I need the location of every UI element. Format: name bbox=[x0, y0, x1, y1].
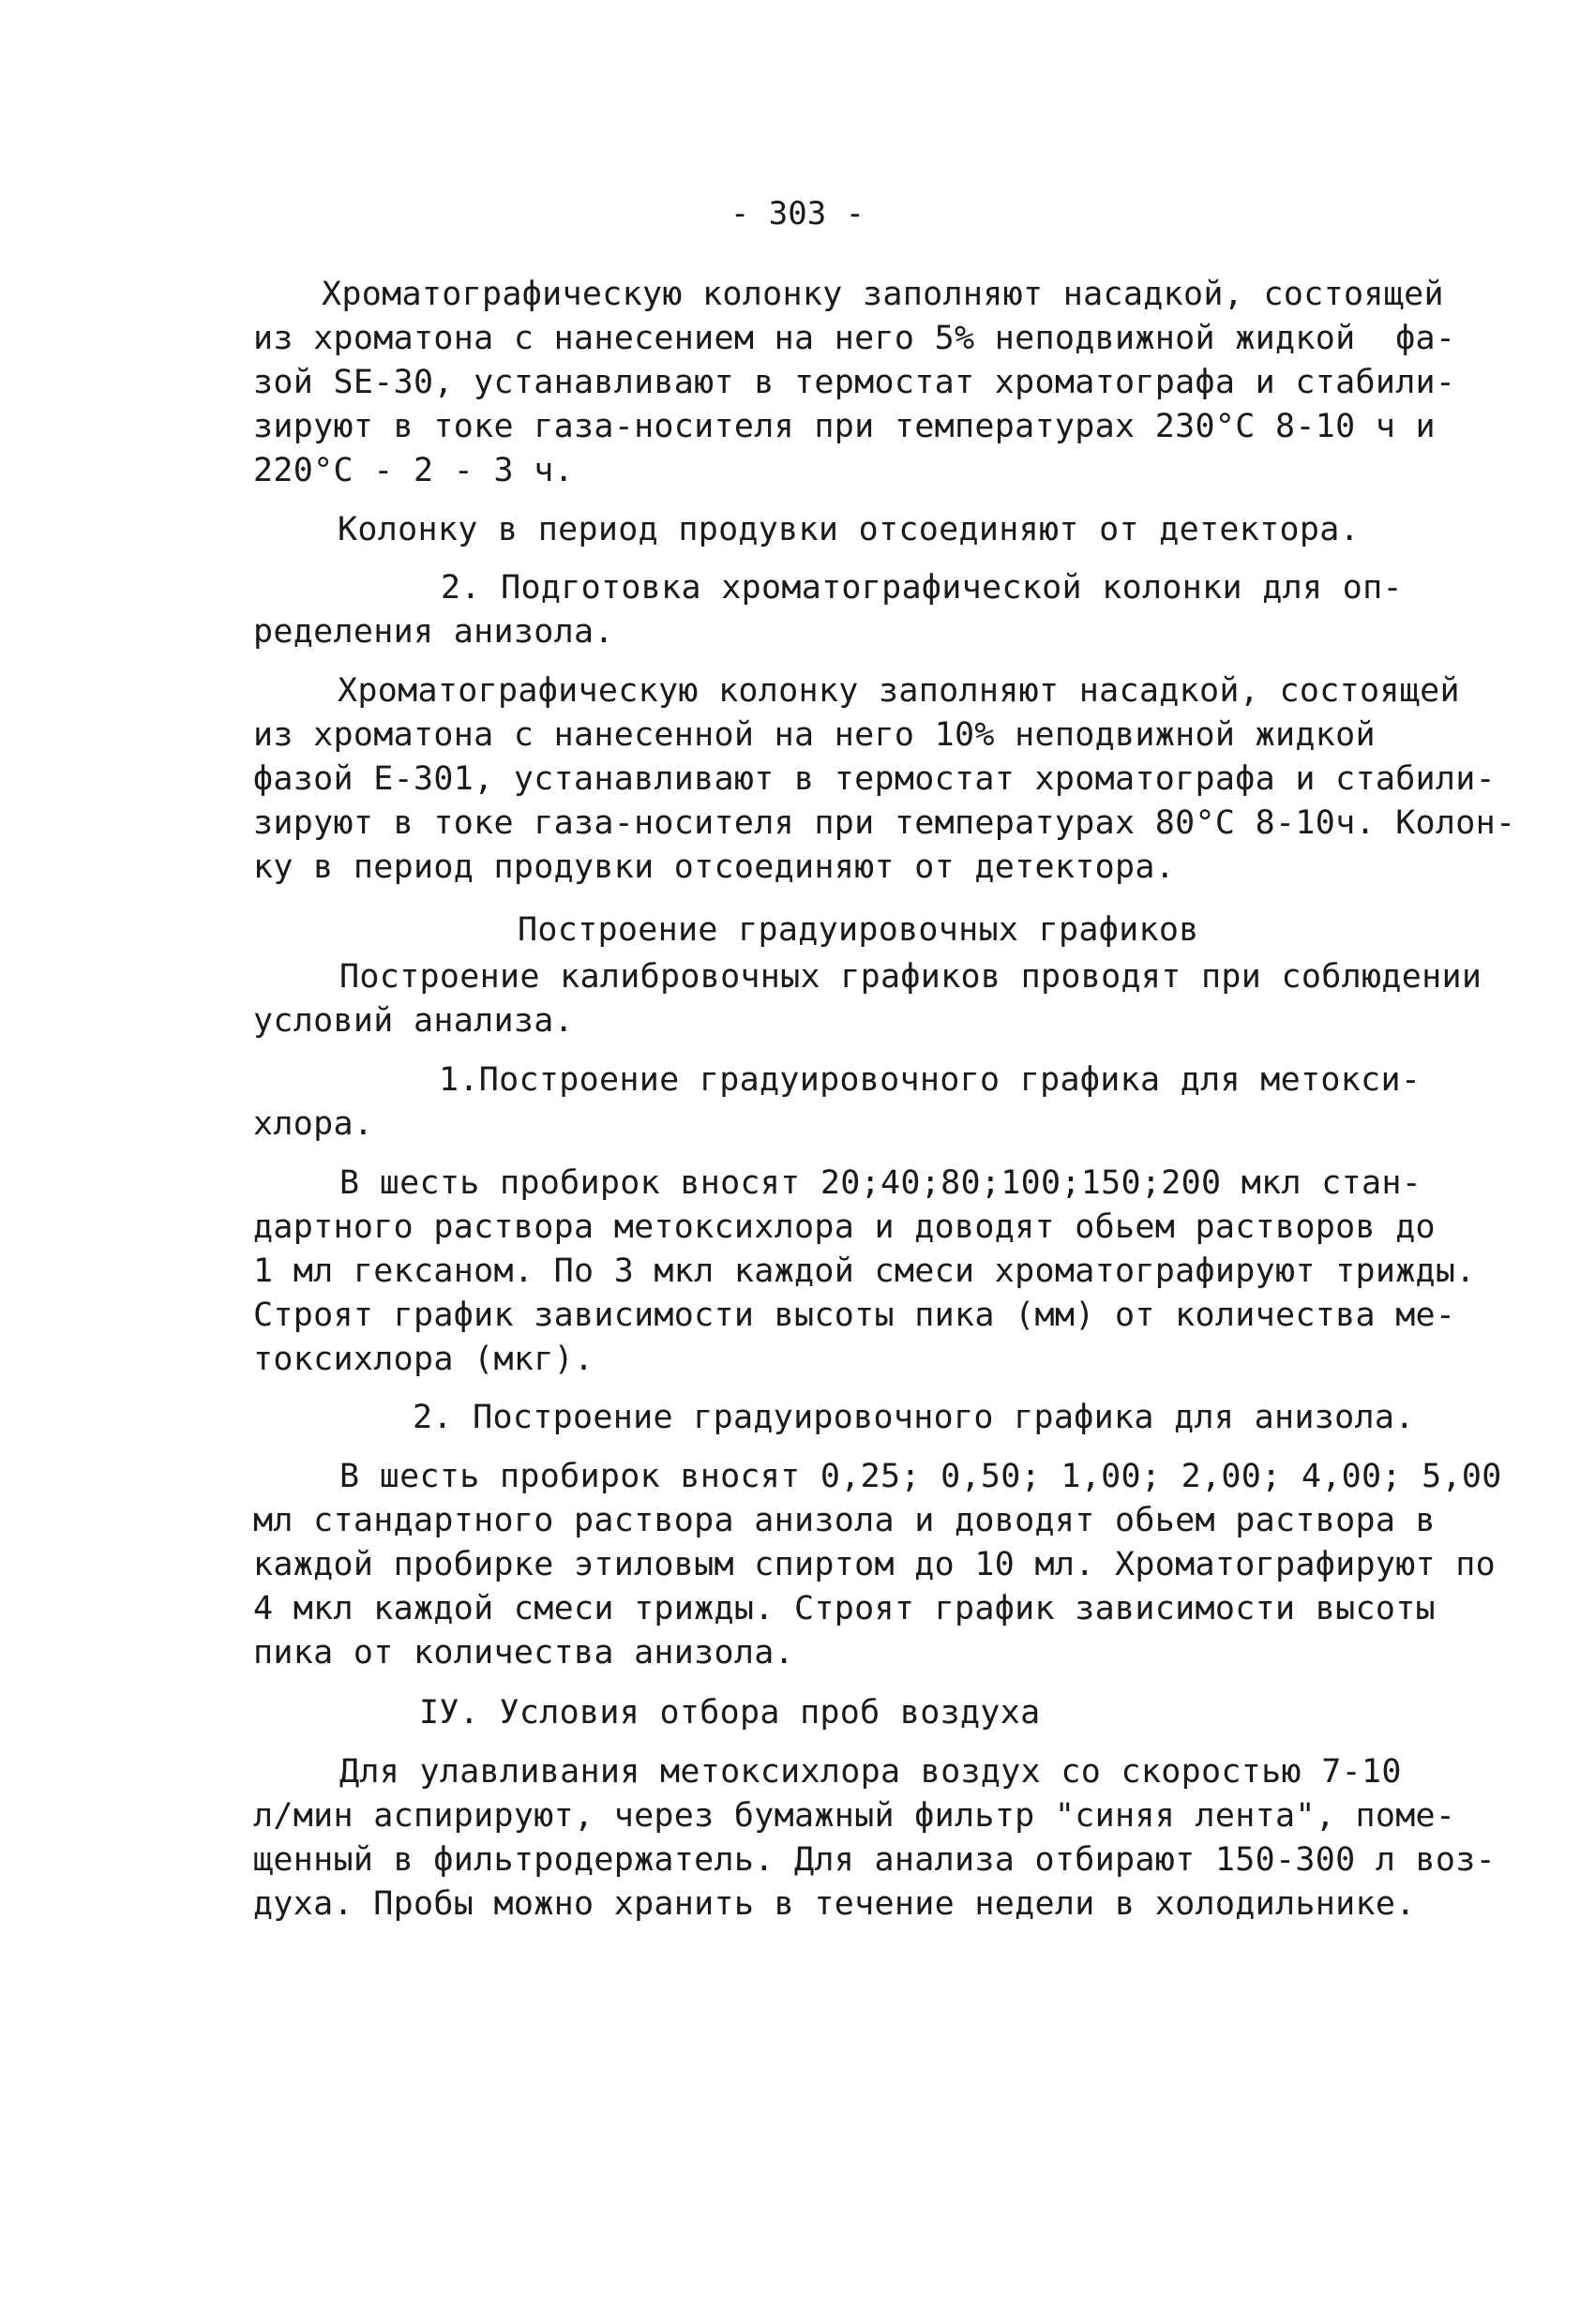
text-line: 4 мкл каждой смеси трижды. Строят график зависимости высоты bbox=[253, 1590, 1436, 1627]
text-line: 220°С - 2 - 3 ч. bbox=[253, 452, 574, 489]
section-heading: 1.Построение градуировочного графика для метокси- bbox=[439, 1061, 1422, 1099]
section-heading: IУ. Условия отбора проб воздуха bbox=[419, 1694, 1041, 1732]
text-line: Хроматографическую колонку заполняют насадкой, состоящей bbox=[322, 276, 1444, 313]
text-line: ку в период продувки отсоединяют от детектора. bbox=[253, 848, 1176, 886]
text-line: л/мин аспирируют, через бумажный фильтр "синяя лента", поме- bbox=[253, 1797, 1456, 1835]
text-line: условий анализа. bbox=[253, 1002, 574, 1040]
text-line: духа. Пробы можно хранить в течение недели в холодильнике. bbox=[253, 1885, 1416, 1923]
text-line: щенный в фильтродержатель. Для анализа отбирают 150-300 л воз- bbox=[253, 1841, 1497, 1879]
section-heading: ределения анизола. bbox=[253, 613, 614, 651]
section-heading: хлора. bbox=[253, 1105, 374, 1143]
text-line: из хроматона с нанесением на него 5% неподвижной жидкой фа- bbox=[253, 320, 1456, 357]
text-line: Для улавливания метоксихлора воздух со скоростью 7-10 bbox=[339, 1753, 1402, 1791]
section-heading: Построение градуировочных графиков bbox=[518, 911, 1199, 949]
text-line: зируют в токе газа-носителя при температурах 230°С 8-10 ч и bbox=[253, 408, 1436, 445]
section-heading: 2. Подготовка хроматографической колонки для оп- bbox=[441, 569, 1403, 607]
page-number: - 303 - bbox=[730, 195, 865, 232]
text-line: дартного раствора метоксихлора и доводят обьем растворов до bbox=[253, 1208, 1436, 1246]
text-line: токсихлора (мкг). bbox=[253, 1341, 594, 1378]
text-line: Колонку в период продувки отсоединяют от детектора. bbox=[338, 511, 1360, 548]
text-line: Строят график зависимости высоты пика (мм) от количества ме- bbox=[253, 1297, 1456, 1334]
text-line: В шесть пробирок вносят 20;40;80;100;150;200 мкл стан- bbox=[339, 1164, 1422, 1202]
text-line: из хроматона с нанесенной на него 10% неподвижной жидкой bbox=[253, 716, 1376, 754]
text-line: зой SE-30, устанавливают в термостат хроматографа и стабили- bbox=[253, 364, 1456, 401]
text-line: фазой Е-301, устанавливают в термостат хроматографа и стабили- bbox=[253, 760, 1497, 798]
text-line: мл стандартного раствора анизола и доводят обьем раствора в bbox=[253, 1502, 1436, 1539]
text-line: Построение калибровочных графиков проводят при соблюдении bbox=[339, 958, 1482, 996]
text-line: В шесть пробирок вносят 0,25; 0,50; 1,00; 2,00; 4,00; 5,00 bbox=[339, 1458, 1502, 1495]
text-line: Хроматографическую колонку заполняют насадкой, состоящей bbox=[338, 672, 1460, 710]
text-line: пика от количества анизола. bbox=[253, 1634, 795, 1672]
text-line: зируют в токе газа-носителя при температурах 80°С 8-10ч. Колон- bbox=[253, 804, 1516, 842]
section-heading: 2. Построение градуировочного графика для анизола. bbox=[413, 1399, 1415, 1436]
text-line: 1 мл гексаном. По 3 мкл каждой смеси хроматографируют трижды. bbox=[253, 1252, 1476, 1290]
text-line: каждой пробирке этиловым спиртом до 10 мл. Хроматографируют по bbox=[253, 1546, 1497, 1583]
